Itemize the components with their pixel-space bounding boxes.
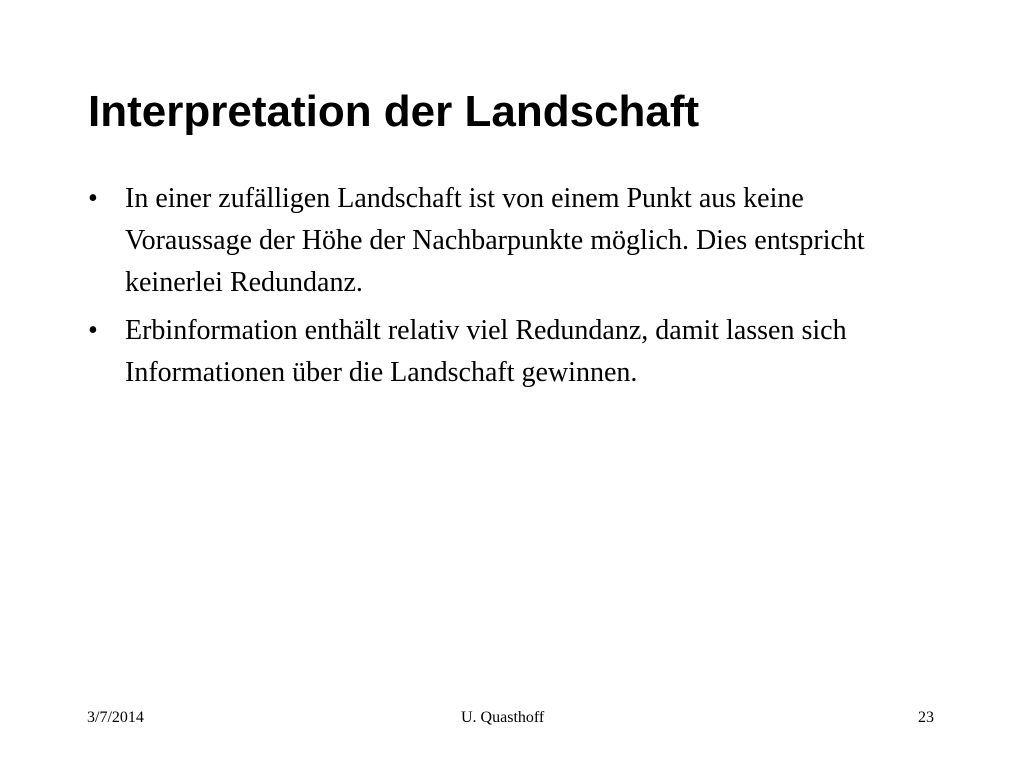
bullet-list [88,178,928,400]
bullet-text: In einer zufälligen Landschaft ist von einem Punkt aus keine Voraussage der Höhe der Nachbarpunkte möglich. Dies entspricht keinerlei Redundanz. [125,183,865,298]
page-number: 23 [918,709,934,726]
footer-date: 3/7/2014 [87,709,144,726]
footer-author: U. Quasthoff [461,709,545,726]
bullet-item [88,178,928,304]
bullet-item [88,310,928,394]
bullet-marker: • [88,183,98,214]
bullet-marker: • [88,315,98,346]
bullet-text: Erbinformation enthält relativ viel Redundanz, damit lassen sich Informationen über die Landschaft gewinnen. [125,315,847,388]
slide-title: Interpretation der Landschaft [88,87,700,136]
